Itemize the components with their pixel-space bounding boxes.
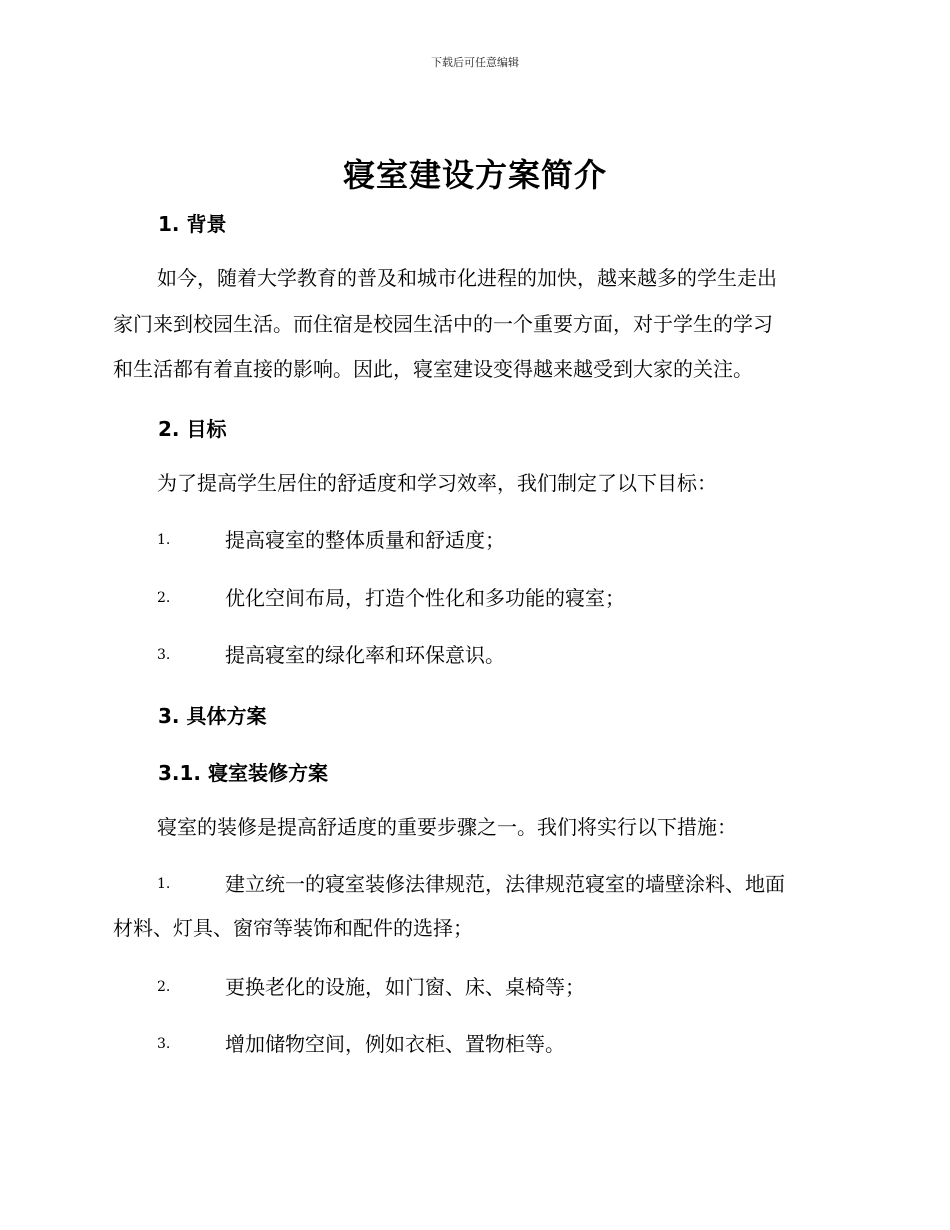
renovation-item-1 [113, 862, 833, 950]
background-paragraph-line-2 [113, 302, 773, 346]
paragraph-text: 如今，随着大学教育的普及和城市化进程的加快，越来越多的学生走出 [157, 266, 777, 290]
goals-intro [157, 461, 717, 505]
list-text: 建立统一的寝室装修法律规范，法律规范寝室的墙壁涂料、地面 [225, 872, 785, 896]
subsection-heading-renovation: 3.1. 寝室装修方案 [158, 761, 328, 785]
paragraph-text: 家门来到校园生活。而住宿是校园生活中的一个重要方面，对于学生的学习 [113, 312, 773, 336]
background-paragraph-line-3 [113, 347, 753, 391]
list-text: 提高寝室的绿化率和环保意识。 [225, 643, 505, 667]
list-number: 1. [157, 532, 171, 548]
list-text: 提高寝室的整体质量和舒适度； [225, 528, 505, 552]
list-number: 2. [157, 590, 171, 606]
paragraph-text: 为了提高学生居住的舒适度和学习效率，我们制定了以下目标： [157, 471, 717, 495]
list-text: 优化空间布局，打造个性化和多功能的寝室； [225, 586, 625, 610]
list-number: 3. [157, 647, 171, 663]
renovation-intro [157, 805, 737, 849]
document-title: 寝室建设方案简介 [342, 156, 607, 194]
list-text: 更换老化的设施，如门窗、床、桌椅等； [225, 975, 585, 999]
section-heading-background: 1. 背景 [158, 212, 227, 236]
background-paragraph-line-1 [157, 256, 777, 300]
list-item-second-line: 材料、灯具、窗帘等装饰和配件的选择； [113, 916, 473, 940]
list-number: 3. [157, 1036, 171, 1052]
section-heading-plan: 3. 具体方案 [158, 704, 267, 728]
header-note: 下载后可任意编辑 [431, 56, 519, 69]
list-item-first-line [113, 862, 833, 906]
list-number: 1. [157, 876, 171, 892]
paragraph-text: 和生活都有着直接的影响。因此，寝室建设变得越来越受到大家的关注。 [113, 357, 753, 381]
section-heading-goals: 2. 目标 [158, 417, 227, 441]
paragraph-text: 寝室的装修是提高舒适度的重要步骤之一。我们将实行以下措施： [157, 815, 737, 839]
list-text: 增加储物空间，例如衣柜、置物柜等。 [225, 1032, 565, 1056]
list-number: 2. [157, 979, 171, 995]
